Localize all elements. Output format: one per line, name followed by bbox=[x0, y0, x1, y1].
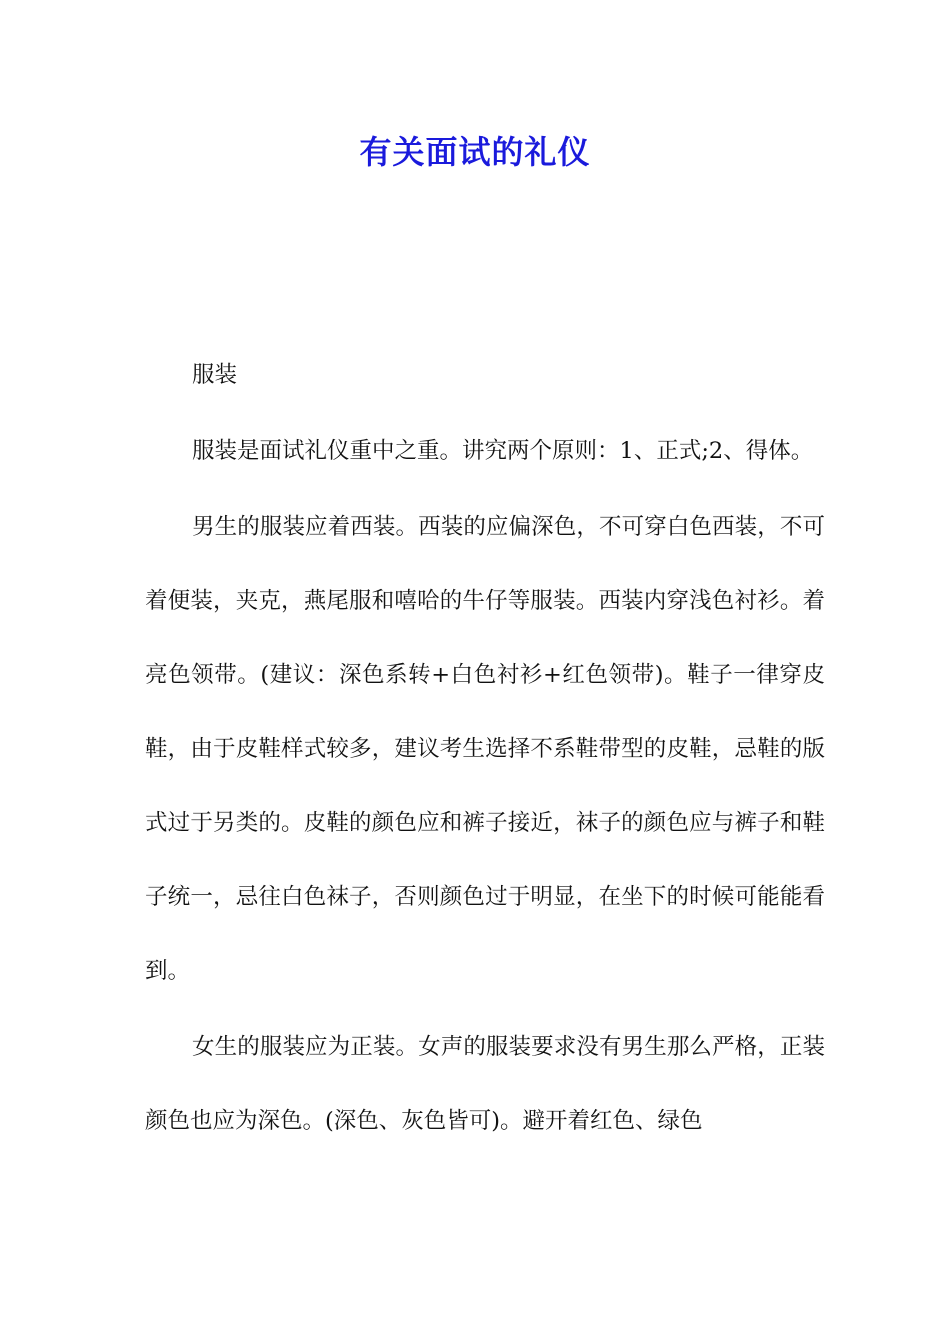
section-heading-clothing: 服装 bbox=[192, 362, 238, 388]
paragraph-women-clothing: 女生的服装应为正装。女声的服装要求没有男生那么严格，正装颜色也应为深色。(深色、灰色皆可)。避开着红色、绿色 bbox=[145, 1034, 825, 1134]
document-title: 有关面试的礼仪 bbox=[359, 133, 591, 171]
document-body bbox=[145, 338, 825, 1160]
paragraph-principles: 服装是面试礼仪重中之重。讲究两个原则：1、正式;2、得体。 bbox=[192, 438, 814, 464]
paragraph-men-clothing: 男生的服装应着西装。西装的应偏深色，不可穿白色西装，不可着便装，夹克，燕尾服和嘻哈的牛仔等服装。西装内穿浅色衬衫。着亮色领带。(建议：深色系转+白色衬衫+红色领带)。鞋子一律穿皮鞋，由于皮鞋样式较多，建议考生选择不系鞋带型的皮鞋，忌鞋的版式过于另类的。皮鞋的颜色应和裤子接近，袜子的颜色应与裤子和鞋子统一，忌往白色袜子，否则颜色过于明显，在坐下的时候可能能看到。 bbox=[145, 514, 825, 984]
